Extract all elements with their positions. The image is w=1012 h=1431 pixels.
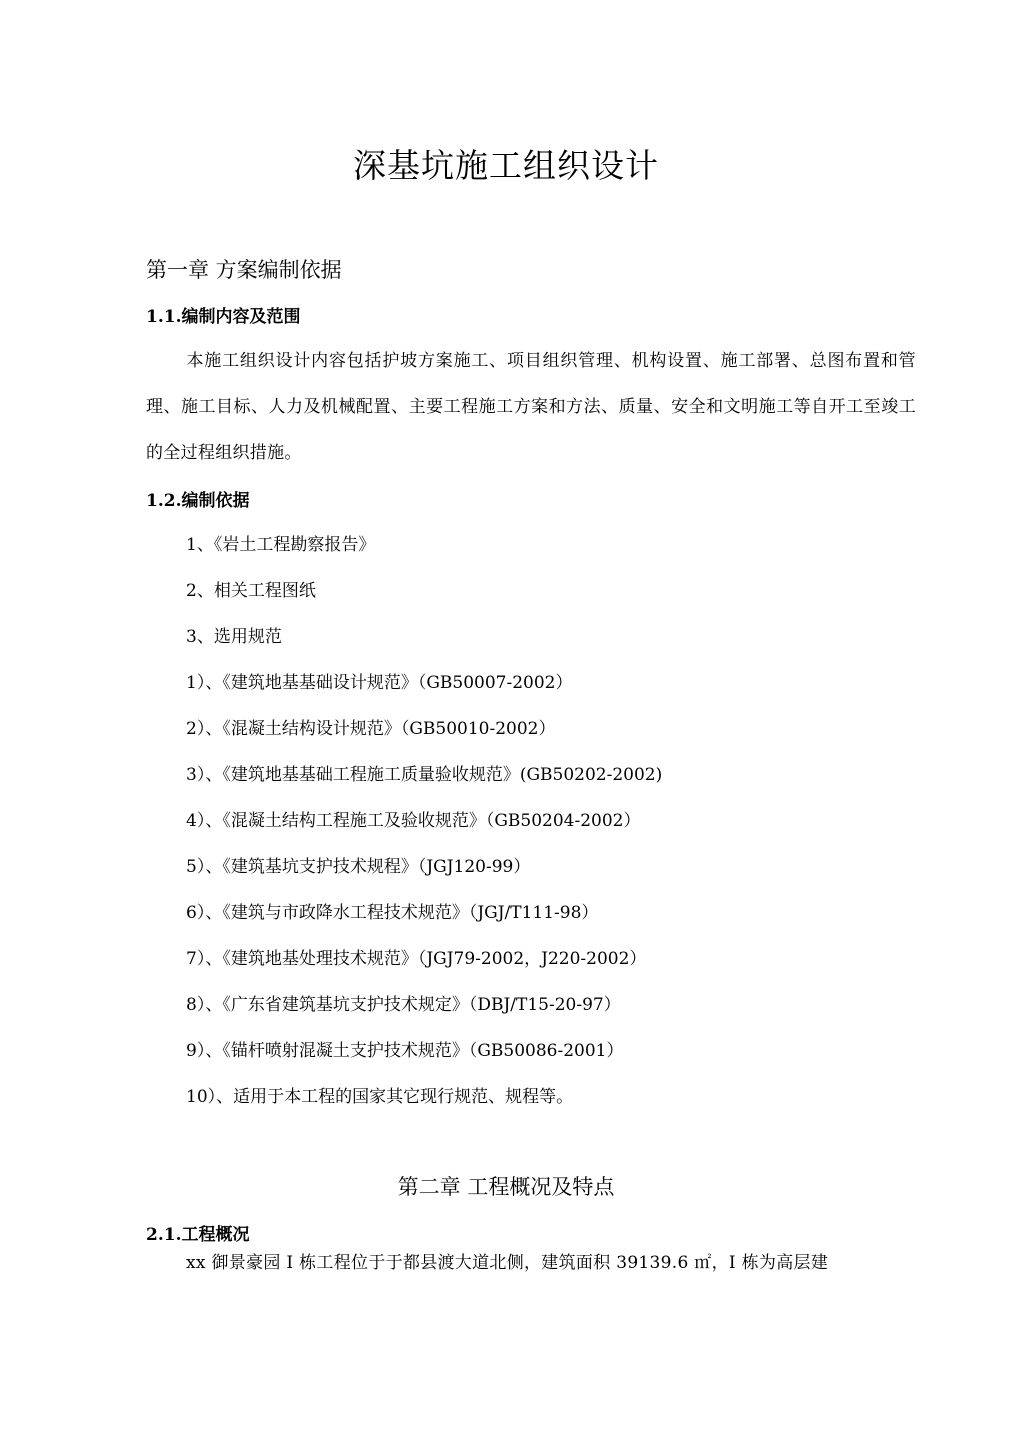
chapter-1-title: 第一章 方案编制依据: [146, 258, 342, 282]
list-item: 6）、《建筑与市政降水工程技术规范》（JGJ/T111-98）: [186, 903, 599, 923]
section-1-1-paragraph-text: 本施工组织设计内容包括护坡方案施工、项目组织管理、机构设置、施工部署、总图布置和管理、施工目标、人力及机械配置、主要工程施工方案和方法、质量、安全和文明施工等自开工至竣工的全过程组织措施。: [146, 351, 916, 463]
list-item: 3）、《建筑地基基础工程施工质量验收规范》(GB50202-2002): [186, 765, 663, 785]
list-item: 3、选用规范: [186, 627, 282, 647]
list-item: 5）、《建筑基坑支护技术规程》（JGJ120-99）: [186, 857, 531, 877]
list-item: 10）、适用于本工程的国家其它现行规范、规程等。: [186, 1087, 574, 1107]
section-1-1-heading: 1.1.编制内容及范围: [146, 307, 301, 327]
section-2-1-heading: 2.1.工程概况: [146, 1225, 250, 1245]
section-2-1-paragraph: [146, 1248, 916, 1278]
document-title: 深基坑施工组织设计: [353, 146, 659, 185]
section-1-2-heading: 1.2.编制依据: [146, 491, 250, 511]
basis-list: [186, 522, 662, 1120]
list-item: 1）、《建筑地基基础设计规范》（GB50007-2002）: [186, 673, 573, 693]
list-item: 4）、《混凝土结构工程施工及验收规范》（GB50204-2002）: [186, 811, 641, 831]
section-1-1-paragraph: [146, 338, 916, 476]
list-item: 2、相关工程图纸: [186, 581, 316, 601]
section-2-1-paragraph-text: xx 御景豪园 I 栋工程位于于都县渡大道北侧，建筑面积 39139.6 ㎡，I 栋为高层建: [186, 1253, 829, 1273]
list-item: 9）、《锚杆喷射混凝土支护技术规范》（GB50086-2001）: [186, 1041, 624, 1061]
list-item: 2）、《混凝土结构设计规范》（GB50010-2002）: [186, 719, 556, 739]
list-item: 8）、《广东省建筑基坑支护技术规定》（DBJ/T15-20-97）: [186, 995, 621, 1015]
list-item: 7）、《建筑地基处理技术规范》（JGJ79-2002，J220-2002）: [186, 949, 647, 969]
chapter-2-title: 第二章 工程概况及特点: [397, 1175, 615, 1199]
list-item: 1、《岩土工程勘察报告》: [186, 535, 376, 555]
